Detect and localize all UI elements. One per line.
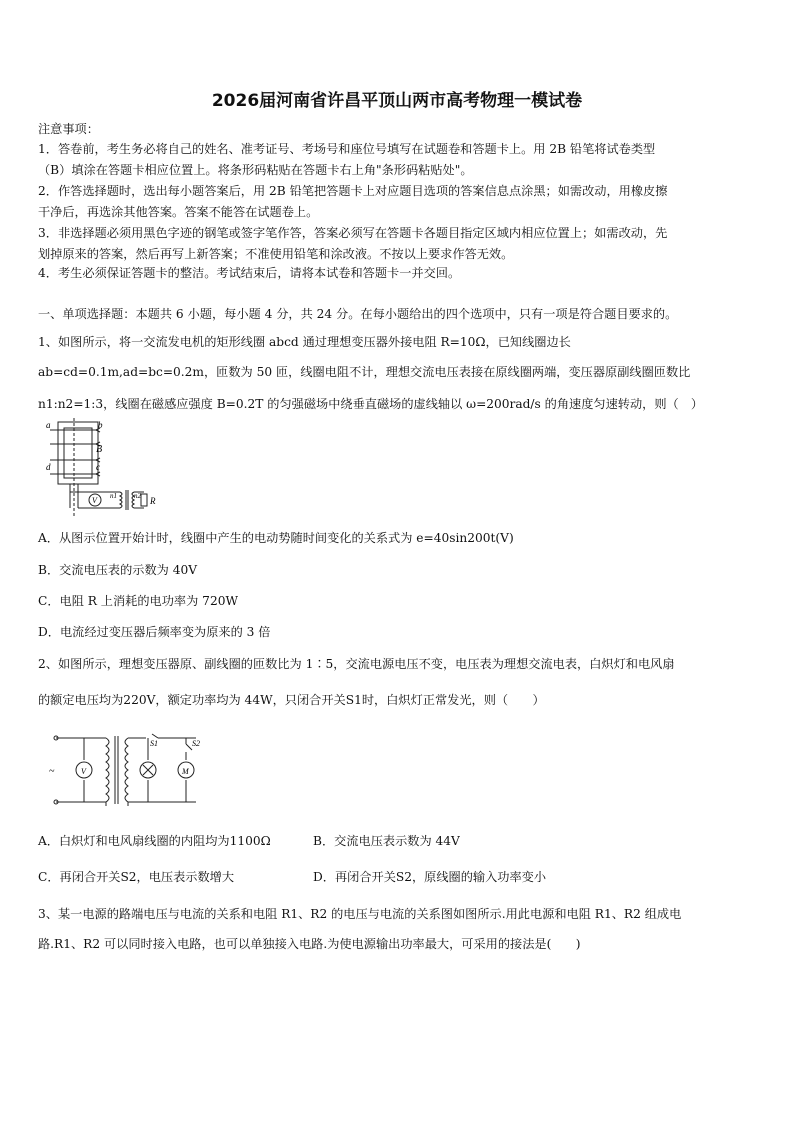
transformer-lamp-fan-diagram [46,726,216,816]
label-B: B [96,444,103,455]
label-S1: S1 [150,739,158,748]
question-2-option: D．再闭合开关S2，原线圈的输入功率变小 [313,870,547,884]
question-1-option: A．从图示位置开始计时，线圈中产生的电动势随时间变化的关系式为 e=40sin200t(V) [38,531,514,545]
notice-item: 4．考生必须保证答题卡的整洁。考试结束后，请将本试卷和答题卡一并交回。 [38,266,461,280]
notice-item: 干净后，再选涂其他答案。答案不能答在试题卷上。 [38,205,319,219]
label-c: c [96,462,100,472]
question-1-stem: ab=cd=0.1m,ad=bc=0.2m，匝数为 50 匝，线圈电阻不计，理想交流电压表接在原线圈两端，变压器原副线圈匝数比 [38,365,691,379]
question-1-option: C．电阻 R 上消耗的电功率为 720W [38,594,238,608]
question-2-option: A．白炽灯和电风扇线圈的内阻均为1100Ω [38,834,271,848]
question-2-stem: 2、如图所示，理想变压器原、副线圈的匝数比为 1∶5，交流电源电压不变，电压表为理想交流电表，白炽灯和电风扇 [38,657,675,671]
label-M: M [182,767,189,776]
notice-item: 3．非选择题必须用黑色字迹的钢笔或签字笔作答，答案必须写在答题卡各题目指定区域内相应位置上；如需改动，先 [38,226,668,240]
section-heading: 一、单项选择题：本题共 6 小题，每小题 4 分，共 24 分。在每小题给出的四个选项中，只有一项是符合题目要求的。 [38,307,678,321]
question-2-stem: 的额定电压均为220V，额定功率均为 44W，只闭合开关S1时，白炽灯正常发光，则（ ） [38,693,545,707]
question-1-option: B．交流电压表的示数为 40V [38,563,198,577]
question-2-option: C．再闭合开关S2，电压表示数增大 [38,870,235,884]
notice-item: 2．作答选择题时，选出每小题答案后，用 2B 铅笔把答题卡上对应题目选项的答案信息点涂黑；如需改动，用橡皮擦 [38,184,668,198]
question-2-option: B．交流电压表示数为 44V [313,834,460,848]
page-title: 2026届河南省许昌平顶山两市高考物理一模试卷 [211,91,583,111]
generator-transformer-diagram [40,418,170,518]
question-3-stem: 3、某一电源的路端电压与电流的关系和电阻 R1、R2 的电压与电流的关系图如图所示.用此电源和电阻 R1、R2 组成电 [38,907,682,921]
label-d: d [46,462,51,472]
label-b: b [98,420,103,430]
question-3-stem: 路.R1、R2 可以同时接入电路，也可以单独接入电路.为使电源输出功率最大，可采用的接法是( ) [38,937,581,951]
label-V: V [92,496,97,505]
label-V: V [81,767,86,776]
label-n2: n2 [134,492,141,500]
question-1-stem: n1:n2=1:3，线圈在磁感应强度 B=0.2T 的匀强磁场中绕垂直磁场的虚线轴以 ω=200rad/s 的角速度匀速转动，则（ ） [38,397,704,411]
notice-item: 1．答卷前，考生务必将自己的姓名、准考证号、考场号和座位号填写在试题卷和答题卡上。用 2B 铅笔将试卷类型 [38,142,656,156]
label-a: a [46,420,51,430]
question-1-option: D．电流经过变压器后频率变为原来的 3 倍 [38,625,271,639]
ac-source-symbol: ~ [49,766,55,777]
notice-item: 划掉原来的答案，然后再写上新答案；不准使用铅笔和涂改液。不按以上要求作答无效。 [38,247,514,261]
notice-heading: 注意事项： [38,122,99,136]
label-n1: n1 [110,492,117,500]
question-1-stem: 1、如图所示，将一交流发电机的矩形线圈 abcd 通过理想变压器外接电阻 R=10Ω，已知线圈边长 [38,335,571,349]
notice-item: （B）填涂在答题卡相应位置上。将条形码粘贴在答题卡右上角"条形码粘贴处"。 [38,163,473,177]
label-S2: S2 [192,739,200,748]
label-R: R [150,496,156,506]
